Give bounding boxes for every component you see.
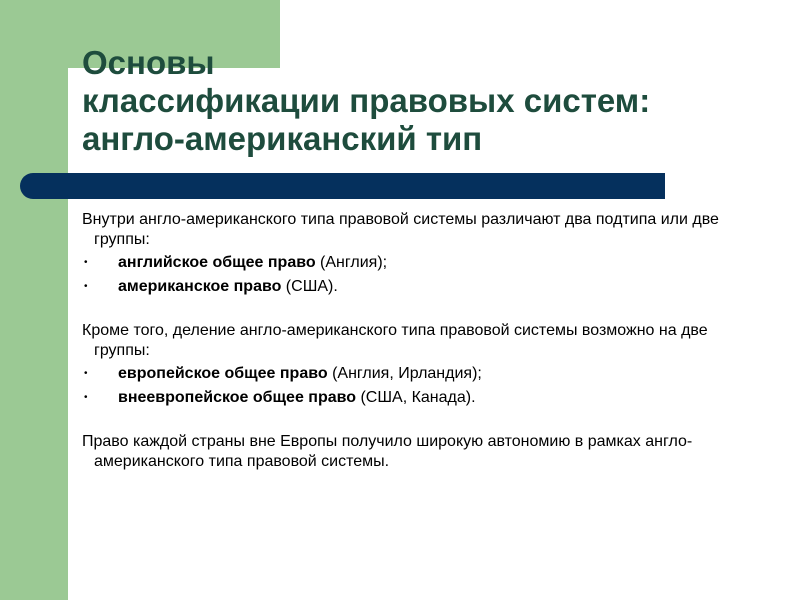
title-underline-bar xyxy=(20,173,665,199)
list-item-rest: (Англия); xyxy=(315,254,388,271)
list-item-rest: (США). xyxy=(281,278,338,295)
paragraph-autonomy: Право каждой страны вне Европы получило широкую автономию в рамках англо-американского типа правовой системы. xyxy=(82,433,693,470)
list-item-rest: (Англия, Ирландия); xyxy=(327,365,482,382)
list-item-bold: внеевропейское общее право xyxy=(118,389,357,406)
list-item-bold: европейское общее право xyxy=(118,365,328,382)
slide-content xyxy=(82,210,732,472)
paragraph-intro: Внутри англо-американского типа правовой системы различают два подтипа или две группы: xyxy=(82,211,719,248)
list-item xyxy=(82,364,732,384)
list-item xyxy=(82,253,732,273)
paragraph-groups: Кроме того, деление англо-американского типа правовой системы возможно на две группы: xyxy=(82,322,708,359)
subtype-list xyxy=(82,253,732,297)
slide-title: Основы классификации правовых систем: англо-американский тип xyxy=(82,44,651,157)
list-item xyxy=(82,277,732,297)
decor-green-strip xyxy=(0,0,68,600)
list-item-bold: американское право xyxy=(118,278,282,295)
list-item-bold: английское общее право xyxy=(118,254,316,271)
list-item-rest: (США, Канада). xyxy=(356,389,476,406)
group-list xyxy=(82,364,732,408)
list-item xyxy=(82,388,732,408)
